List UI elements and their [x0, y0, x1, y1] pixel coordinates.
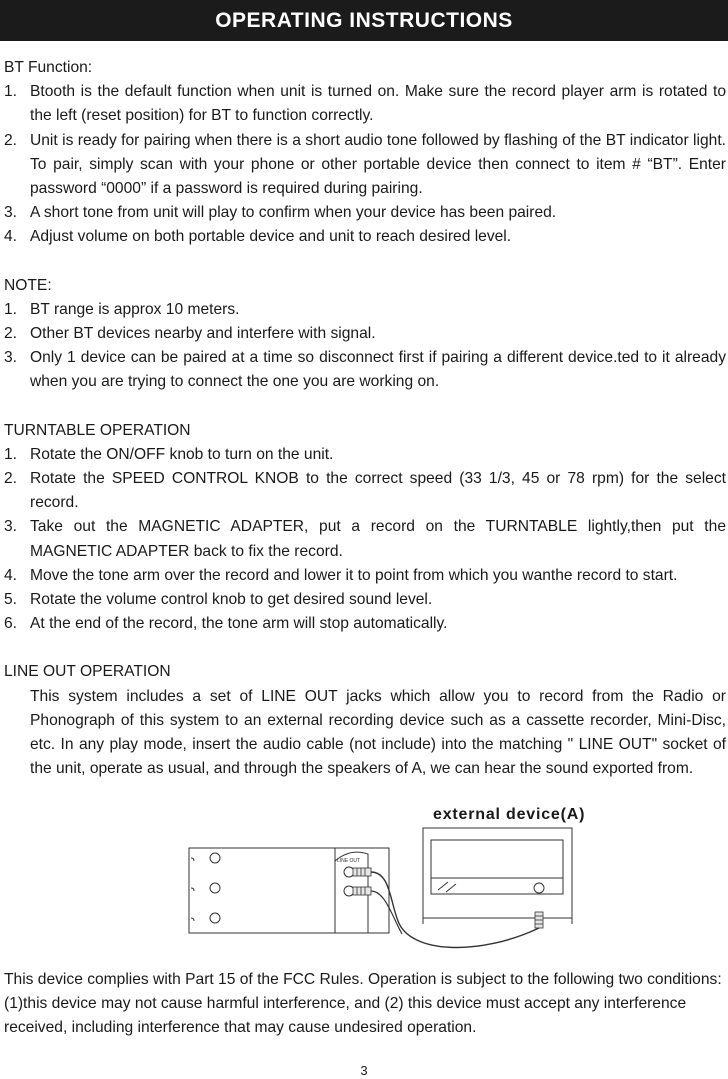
turntable-item	[4, 443, 726, 467]
turntable-section-title: TURNTABLE OPERATION	[4, 421, 191, 439]
note-item	[4, 346, 726, 394]
bt-item	[4, 129, 726, 202]
note-section-title: NOTE:	[4, 276, 52, 294]
item-text: A short tone from unit will play to confirm when your device has been paired.	[30, 204, 557, 222]
audio-plug	[535, 912, 543, 928]
instructions-content	[4, 56, 726, 781]
turntable-item	[4, 588, 726, 612]
item-text: Rotate the SPEED CONTROL KNOB to the correct speed (33 1/3, 45 or 78 rpm) for the select record.	[30, 470, 726, 512]
item-text: At the end of the record, the tone arm will stop automatically.	[30, 615, 448, 633]
item-text: Rotate the volume control knob to get desired sound level.	[30, 591, 433, 609]
page-title: OPERATING INSTRUCTIONS	[215, 8, 513, 32]
bt-item	[4, 80, 726, 128]
item-text: Rotate the ON/OFF knob to turn on the unit.	[30, 445, 334, 463]
turntable-item	[4, 515, 726, 563]
item-number: 2.	[4, 325, 18, 343]
item-number: 1.	[4, 83, 18, 101]
item-text: Move the tone arm over the record and lower it to point from which you wanthe record to start.	[30, 566, 678, 584]
turntable-item	[4, 564, 726, 588]
item-number: 1.	[4, 445, 18, 463]
lineout-paragraph: This system includes a set of LINE OUT jacks which allow you to record from the Radio or Phonograph of this system to an external recording device such as a cassette recorder, Mini-Disc, etc. In any play mode, insert the audio cable (not include) into the matching " LINE OUT" socket of the unit, operate as usual, and through the speakers of A, we can hear the sound exported from.	[30, 687, 726, 778]
turntable-item	[4, 612, 726, 636]
item-number: 3.	[4, 518, 18, 536]
note-item	[4, 322, 726, 346]
item-text: Only 1 device can be paired at a time so disconnect first if pairing a different device.ted to it already when you are trying to connect the one you are working on.	[30, 349, 726, 391]
audio-cable	[371, 891, 402, 934]
turntable-item	[4, 467, 726, 515]
item-number: 5.	[4, 591, 18, 609]
item-number: 4.	[4, 566, 18, 584]
item-number: 2.	[4, 470, 18, 488]
bt-section-title: BT Function:	[4, 59, 93, 76]
item-number: 3.	[4, 204, 18, 222]
section-gap	[4, 395, 726, 419]
item-number: 3.	[4, 349, 18, 367]
bt-item	[4, 225, 726, 249]
item-number: 6.	[4, 615, 18, 633]
section-gap	[4, 636, 726, 660]
page-header	[0, 0, 728, 41]
item-number: 4.	[4, 228, 18, 246]
page-number: 3	[360, 1063, 368, 1078]
item-text: Adjust volume on both portable device and unit to reach desired level.	[30, 228, 512, 246]
audio-cable	[371, 872, 539, 947]
lineout-section-title: LINE OUT OPERATION	[4, 663, 171, 681]
bt-item	[4, 201, 726, 225]
item-number: 2.	[4, 131, 18, 149]
item-text: Btooth is the default function when unit is turned on. Make sure the record player arm is rotated to the left (reset position) for BT to function correctly.	[30, 83, 726, 125]
fcc-notice: This device complies with Part 15 of the FCC Rules. Operation is subject to the following two conditions: (1)this device may not cause harmful interference, and (2) this device must accept any interference received, including interference that may cause undesired operation.	[4, 971, 722, 1036]
item-text: Unit is ready for pairing when there is a short audio tone followed by flashing of the BT indicator light. To pair, simply scan with your phone or other portable device then connect to item # “BT”. Enter password “0000” if a password is required during pairing.	[30, 131, 726, 198]
line-out-jack-label: LINE OUT	[337, 858, 361, 864]
item-text: Other BT devices nearby and interfere with signal.	[30, 325, 376, 343]
item-text: BT range is approx 10 meters.	[30, 300, 240, 318]
note-item	[4, 298, 726, 322]
section-gap	[4, 250, 726, 274]
external-device-label: external device(A)	[433, 806, 586, 823]
line-out-jacks	[344, 867, 354, 896]
item-number: 1.	[4, 300, 18, 318]
line-out-diagram	[180, 806, 600, 956]
external-device-panel	[423, 828, 572, 924]
item-text: Take out the MAGNETIC ADAPTER, put a record on the TURNTABLE lightly,then put the MAGNETIC ADAPTER back to fix the record.	[30, 518, 726, 560]
